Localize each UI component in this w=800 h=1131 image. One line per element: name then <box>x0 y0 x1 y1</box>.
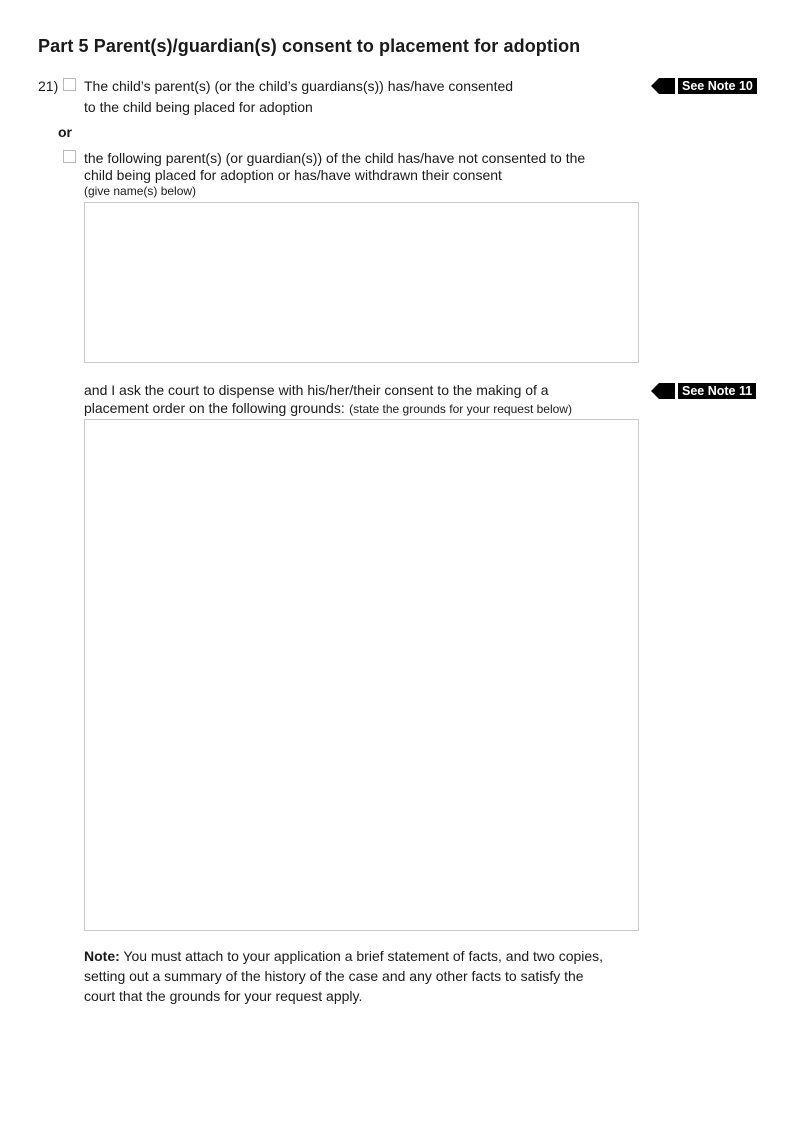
grounds-intro-line1: and I ask the court to dispense with his/her/their consent to the making of a <box>84 382 549 398</box>
note-arrow-icon <box>651 383 659 399</box>
page-title: Part 5 Parent(s)/guardian(s) consent to placement for adoption <box>38 36 581 56</box>
footer-note-line3: court that the grounds for your request apply. <box>84 988 363 1004</box>
parent-names-field[interactable] <box>84 202 639 363</box>
footer-note <box>84 946 664 1006</box>
not-consented-label-line1: the following parent(s) (or guardian(s)) of the child has/have not consented to the <box>84 150 586 166</box>
grounds-field[interactable] <box>84 419 639 931</box>
consented-label-line2: to the child being placed for adoption <box>84 99 313 115</box>
see-note-11-label: See Note 11 <box>678 383 756 399</box>
or-label: or <box>58 124 72 140</box>
see-note-11-tag <box>651 383 756 399</box>
see-note-10-label: See Note 10 <box>678 78 757 94</box>
grounds-intro-main: placement order on the following grounds: <box>84 400 345 416</box>
question-number: 21) <box>38 78 59 94</box>
footer-note-line1: You must attach to your application a brief statement of facts, and two copies, <box>123 948 604 964</box>
footer-note-line2: setting out a summary of the history of the case and any other facts to satisfy the <box>84 968 584 984</box>
names-hint: (give name(s) below) <box>84 184 197 198</box>
grounds-hint: (state the grounds for your request below) <box>349 402 572 416</box>
consented-label-line1: The child’s parent(s) (or the child’s guardians(s)) has/have consented <box>84 78 514 94</box>
not-consented-checkbox[interactable] <box>63 150 76 163</box>
not-consented-label-line2: child being placed for adoption or has/have withdrawn their consent <box>84 167 502 183</box>
footer-note-label: Note: <box>84 948 120 964</box>
note-arrow-icon <box>651 78 659 94</box>
consented-checkbox[interactable] <box>63 78 76 91</box>
see-note-10-tag <box>651 78 757 94</box>
grounds-intro-line2 <box>84 398 572 418</box>
